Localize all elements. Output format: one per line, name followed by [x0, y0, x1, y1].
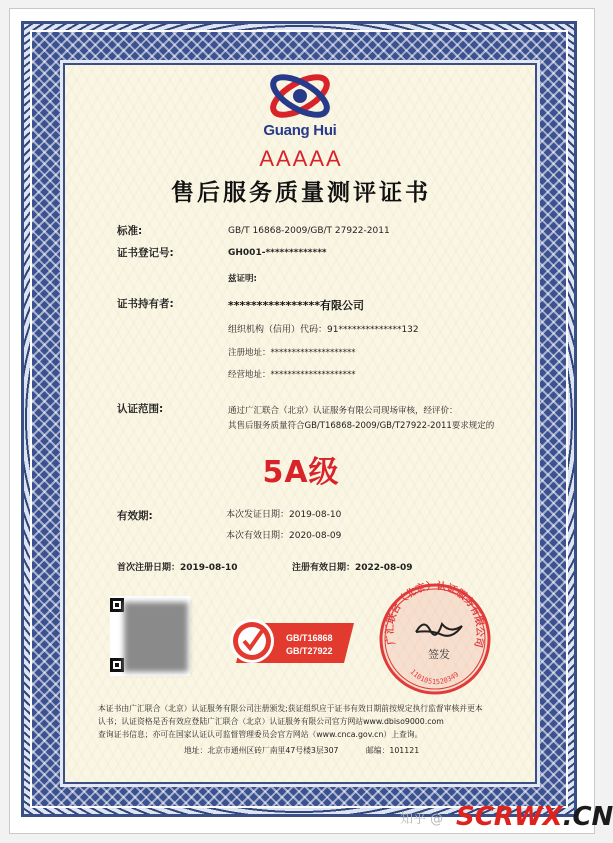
first-registration-date: 首次注册日期：2019-08-10 — [117, 563, 238, 573]
site-watermark-dark: .CN — [562, 802, 613, 832]
company-seal — [376, 580, 494, 698]
org-code: 组织机构（信用）代码：91**************132 — [228, 325, 419, 335]
cert-no-label: 证书登记号: — [117, 247, 174, 259]
logo-brand-text: Guang Hui — [263, 122, 337, 139]
seal-code: 1101051520349 — [408, 667, 461, 687]
service-level: 5A级 — [262, 455, 340, 490]
holder-label: 证书持有者: — [117, 298, 174, 310]
qr-code — [110, 596, 190, 676]
certificate-title: 售后服务质量测评证书 — [171, 180, 431, 206]
badge-line-1: GB/T16868 — [286, 633, 333, 643]
gbt-standard-badge — [226, 613, 354, 665]
site-watermark-red: SCRWX — [456, 802, 563, 832]
standard-value: GB/T 16868-2009/GB/T 27922-2011 — [228, 226, 390, 236]
site-watermark — [456, 802, 613, 832]
seal-signature: 签发 — [428, 648, 450, 661]
scope-label: 认证范围: — [117, 403, 164, 415]
grade-title: AAAAA — [259, 146, 343, 171]
validity-label: 有效期: — [117, 510, 153, 522]
scope-line-2: 其售后服务质量符合GB/T16868-2009/GB/T27922-2011要求规定的 — [228, 421, 495, 431]
holder-name: ****************有限公司 — [228, 299, 365, 312]
footer-address: 地址：北京市通州区砖厂南里47号楼3层307 — [184, 746, 339, 755]
reg-address: 注册地址：******************** — [228, 348, 356, 358]
standard-label: 标准: — [117, 225, 143, 237]
scope-line-1: 通过广汇联合（北京）认证服务有限公司现场审核，经评价： — [228, 406, 458, 416]
seal-ring-text: 广汇联合（北京）认证服务有限公司 — [384, 580, 486, 649]
biz-address: 经营地址：******************** — [228, 370, 356, 380]
footer-line-2: 认书；认证资格是否有效应登陆广汇联合（北京）认证服务有限公司官方网站www.dbiso9000.com — [98, 717, 444, 726]
badge-line-2: GB/T27922 — [286, 646, 333, 656]
footer-line-1: 本证书由广汇联合（北京）认证服务有限公司注册颁发;获证组织应于证书有效日期前按规定执行监督审核并更本 — [98, 704, 483, 713]
footer-postcode: 邮编：101121 — [366, 746, 420, 755]
sub-cert-label: 兹证明: — [228, 274, 257, 284]
footer-line-3: 查询证书信息；亦可在国家认证认可监督管理委员会官方网站（www.cnca.gov.cn）上查询。 — [98, 730, 423, 739]
cert-no-value: GH001-************* — [228, 248, 327, 258]
issue-date: 本次发证日期：2019-08-10 — [226, 510, 342, 520]
expire-date: 本次有效日期：2020-08-09 — [226, 531, 342, 541]
registration-valid-date: 注册有效日期：2022-08-09 — [292, 563, 413, 573]
zhihu-watermark: 知乎 @ — [400, 812, 444, 827]
